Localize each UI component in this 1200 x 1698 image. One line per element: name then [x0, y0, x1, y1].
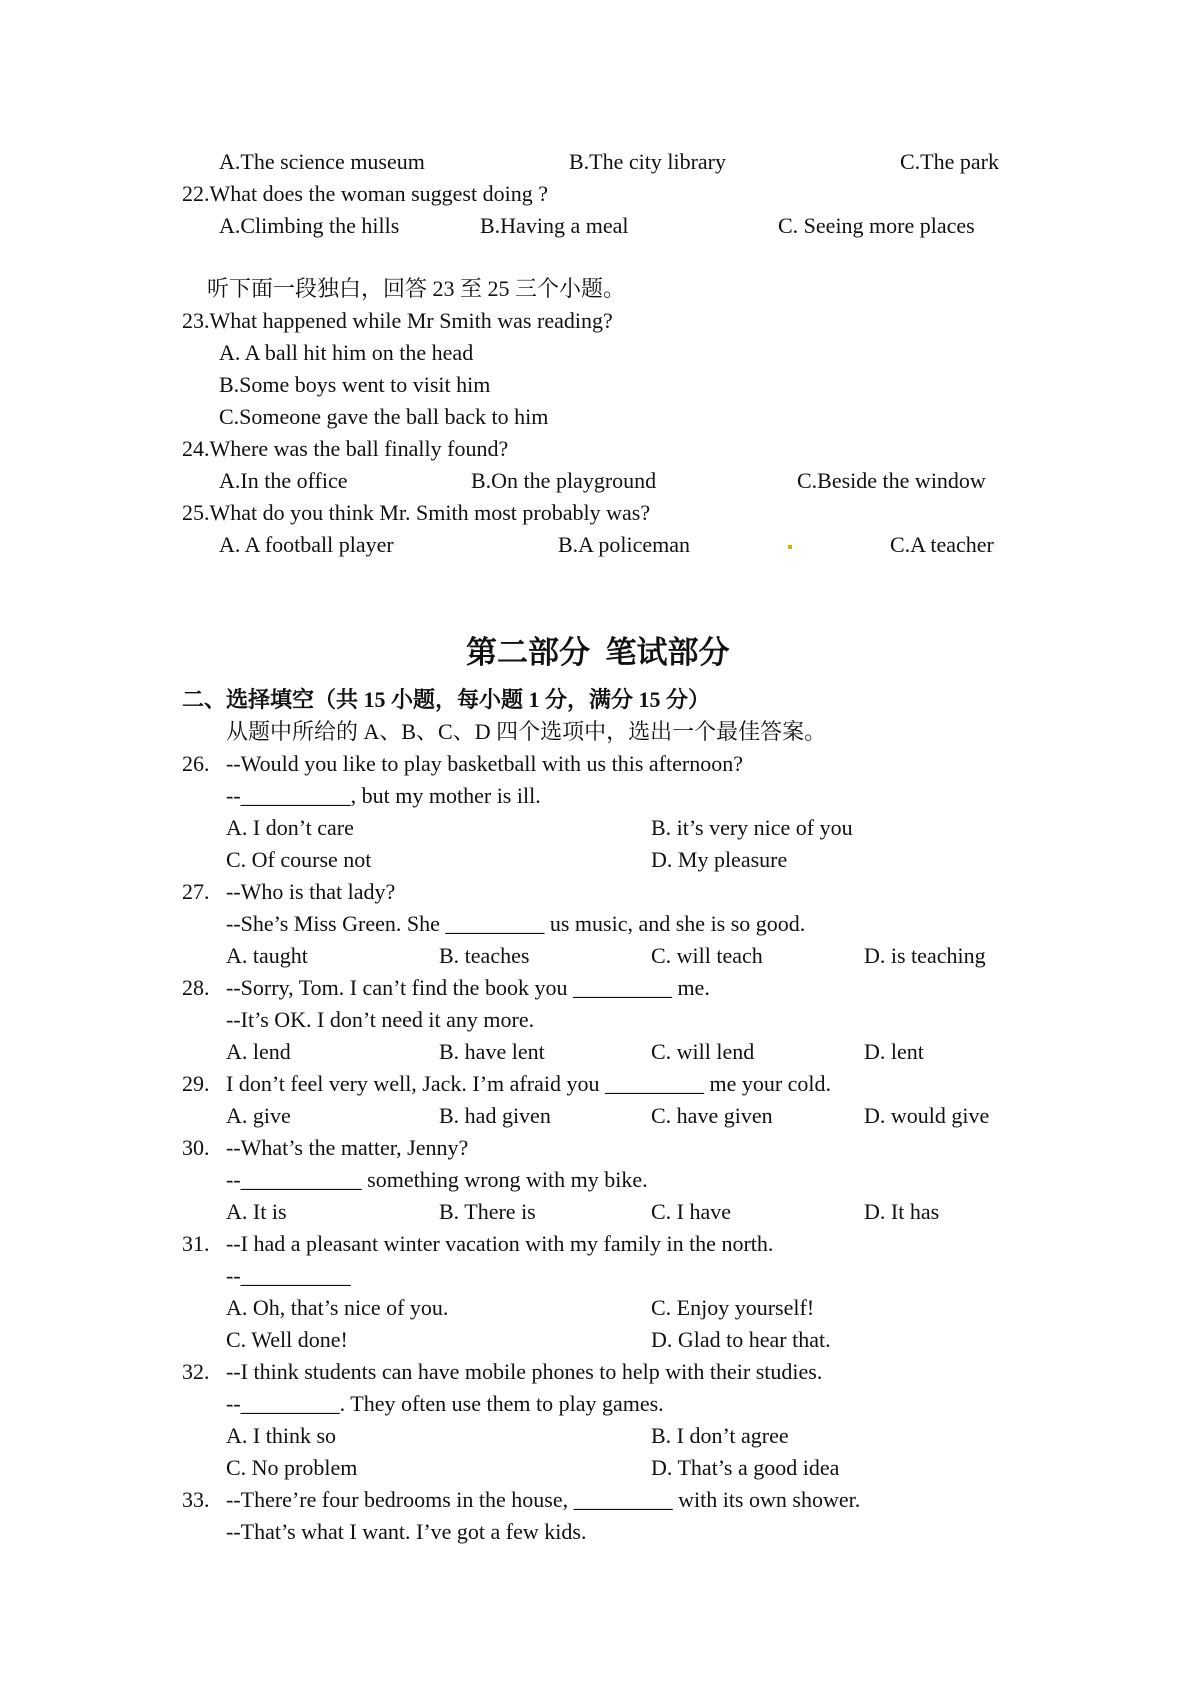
- q29-option-c: C. have given: [651, 1103, 773, 1128]
- q32-option-d: D. That’s a good idea: [651, 1455, 840, 1480]
- q25-stem: 25.What do you think Mr. Smith most probably was?: [182, 500, 651, 525]
- q27-option-c: C. will teach: [651, 943, 763, 968]
- q31-number: 31.: [182, 1231, 210, 1256]
- q28-line-1: --Sorry, Tom. I can’t find the book you _________ me.: [226, 975, 710, 1000]
- q28-option-a: A. lend: [226, 1039, 291, 1064]
- q27-number: 27.: [182, 879, 210, 904]
- q27-line-2: --She’s Miss Green. She _________ us music, and she is so good.: [226, 911, 806, 936]
- q31-option-a: A. Oh, that’s nice of you.: [226, 1295, 449, 1320]
- q32-option-b: B. I don’t agree: [651, 1423, 789, 1448]
- q22-option-c: C. Seeing more places: [778, 213, 975, 238]
- q29-line-1: I don’t feel very well, Jack. I’m afraid you _________ me your cold.: [226, 1071, 832, 1096]
- section-heading: 二、选择填空（共 15 小题，每小题 1 分，满分 15 分）: [182, 687, 711, 712]
- q28-number: 28.: [182, 975, 210, 1000]
- q33-line-2: --That’s what I want. I’ve got a few kids.: [226, 1519, 587, 1544]
- q26-number: 26.: [182, 751, 210, 776]
- q23-option-c: C.Someone gave the ball back to him: [219, 404, 549, 429]
- q32-option-c: C. No problem: [226, 1455, 358, 1480]
- q25-option-c: C.A teacher: [890, 532, 994, 557]
- q24-option-c: C.Beside the window: [797, 468, 986, 493]
- q27-option-d: D. is teaching: [864, 943, 986, 968]
- q29-option-d: D. would give: [864, 1103, 990, 1128]
- q30-option-a: A. It is: [226, 1199, 287, 1224]
- q24-option-b: B.On the playground: [471, 468, 657, 493]
- q26-option-c: C. Of course not: [226, 847, 372, 872]
- q32-line-1: --I think students can have mobile phones to help with their studies.: [226, 1359, 823, 1384]
- q26-option-d: D. My pleasure: [651, 847, 788, 872]
- q27-option-a: A. taught: [226, 943, 308, 968]
- q31-option-d: D. Glad to hear that.: [651, 1327, 831, 1352]
- q29-number: 29.: [182, 1071, 210, 1096]
- q26-line-2: --__________, but my mother is ill.: [226, 783, 541, 808]
- q32-option-a: A. I think so: [226, 1423, 336, 1448]
- q24-option-a: A.In the office: [219, 468, 348, 493]
- q21-option-a: A.The science museum: [219, 149, 425, 174]
- q22-option-b: B.Having a meal: [480, 213, 629, 238]
- q23-option-b: B.Some boys went to visit him: [219, 372, 491, 397]
- q26-option-b: B. it’s very nice of you: [651, 815, 853, 840]
- q31-option-b: C. Enjoy yourself!: [651, 1295, 815, 1320]
- q24-stem: 24.Where was the ball finally found?: [182, 436, 509, 461]
- q26-line-1: --Would you like to play basketball with us this afternoon?: [226, 751, 743, 776]
- q30-option-d: D. It has: [864, 1199, 940, 1224]
- section-instruction: 从题中所给的 A、B、C、D 四个选项中，选出一个最佳答案。: [226, 719, 827, 744]
- q22-option-a: A.Climbing the hills: [219, 213, 400, 238]
- q32-line-2: --_________. They often use them to play games.: [226, 1391, 664, 1416]
- q32-number: 32.: [182, 1359, 210, 1384]
- q29-option-a: A. give: [226, 1103, 291, 1128]
- q28-line-2: --It’s OK. I don’t need it any more.: [226, 1007, 535, 1032]
- q25-option-b: B.A policeman: [558, 532, 690, 557]
- q23-option-a: A. A ball hit him on the head: [219, 340, 474, 365]
- q30-number: 30.: [182, 1135, 210, 1160]
- q31-line-1: --I had a pleasant winter vacation with my family in the north.: [226, 1231, 774, 1256]
- q25-option-a: A. A football player: [219, 532, 394, 557]
- q23-stem: 23.What happened while Mr Smith was reading?: [182, 308, 613, 333]
- q31-option-c: C. Well done!: [226, 1327, 348, 1352]
- q27-option-b: B. teaches: [439, 943, 530, 968]
- q21-option-c: C.The park: [900, 149, 999, 174]
- q22-stem: 22.What does the woman suggest doing ?: [182, 181, 548, 206]
- q30-line-1: --What’s the matter, Jenny?: [226, 1135, 469, 1160]
- q33-number: 33.: [182, 1487, 210, 1512]
- stray-mark: [788, 545, 792, 549]
- q28-option-c: C. will lend: [651, 1039, 755, 1064]
- q33-line-1: --There’re four bedrooms in the house, _________ with its own shower.: [226, 1487, 861, 1512]
- instruction-23-25: 听下面一段独白，回答 23 至 25 三个小题。: [207, 276, 626, 301]
- q21-option-b: B.The city library: [569, 149, 727, 174]
- q31-line-2: --__________: [226, 1263, 351, 1288]
- q26-option-a: A. I don’t care: [226, 815, 354, 840]
- q27-line-1: --Who is that lady?: [226, 879, 396, 904]
- q30-option-c: C. I have: [651, 1199, 732, 1224]
- q30-option-b: B. There is: [439, 1199, 536, 1224]
- q28-option-b: B. have lent: [439, 1039, 545, 1064]
- q30-line-2: --___________ something wrong with my bike.: [226, 1167, 648, 1192]
- q29-option-b: B. had given: [439, 1103, 551, 1128]
- q28-option-d: D. lent: [864, 1039, 924, 1064]
- part2-title: 第二部分 笔试部分: [466, 635, 730, 670]
